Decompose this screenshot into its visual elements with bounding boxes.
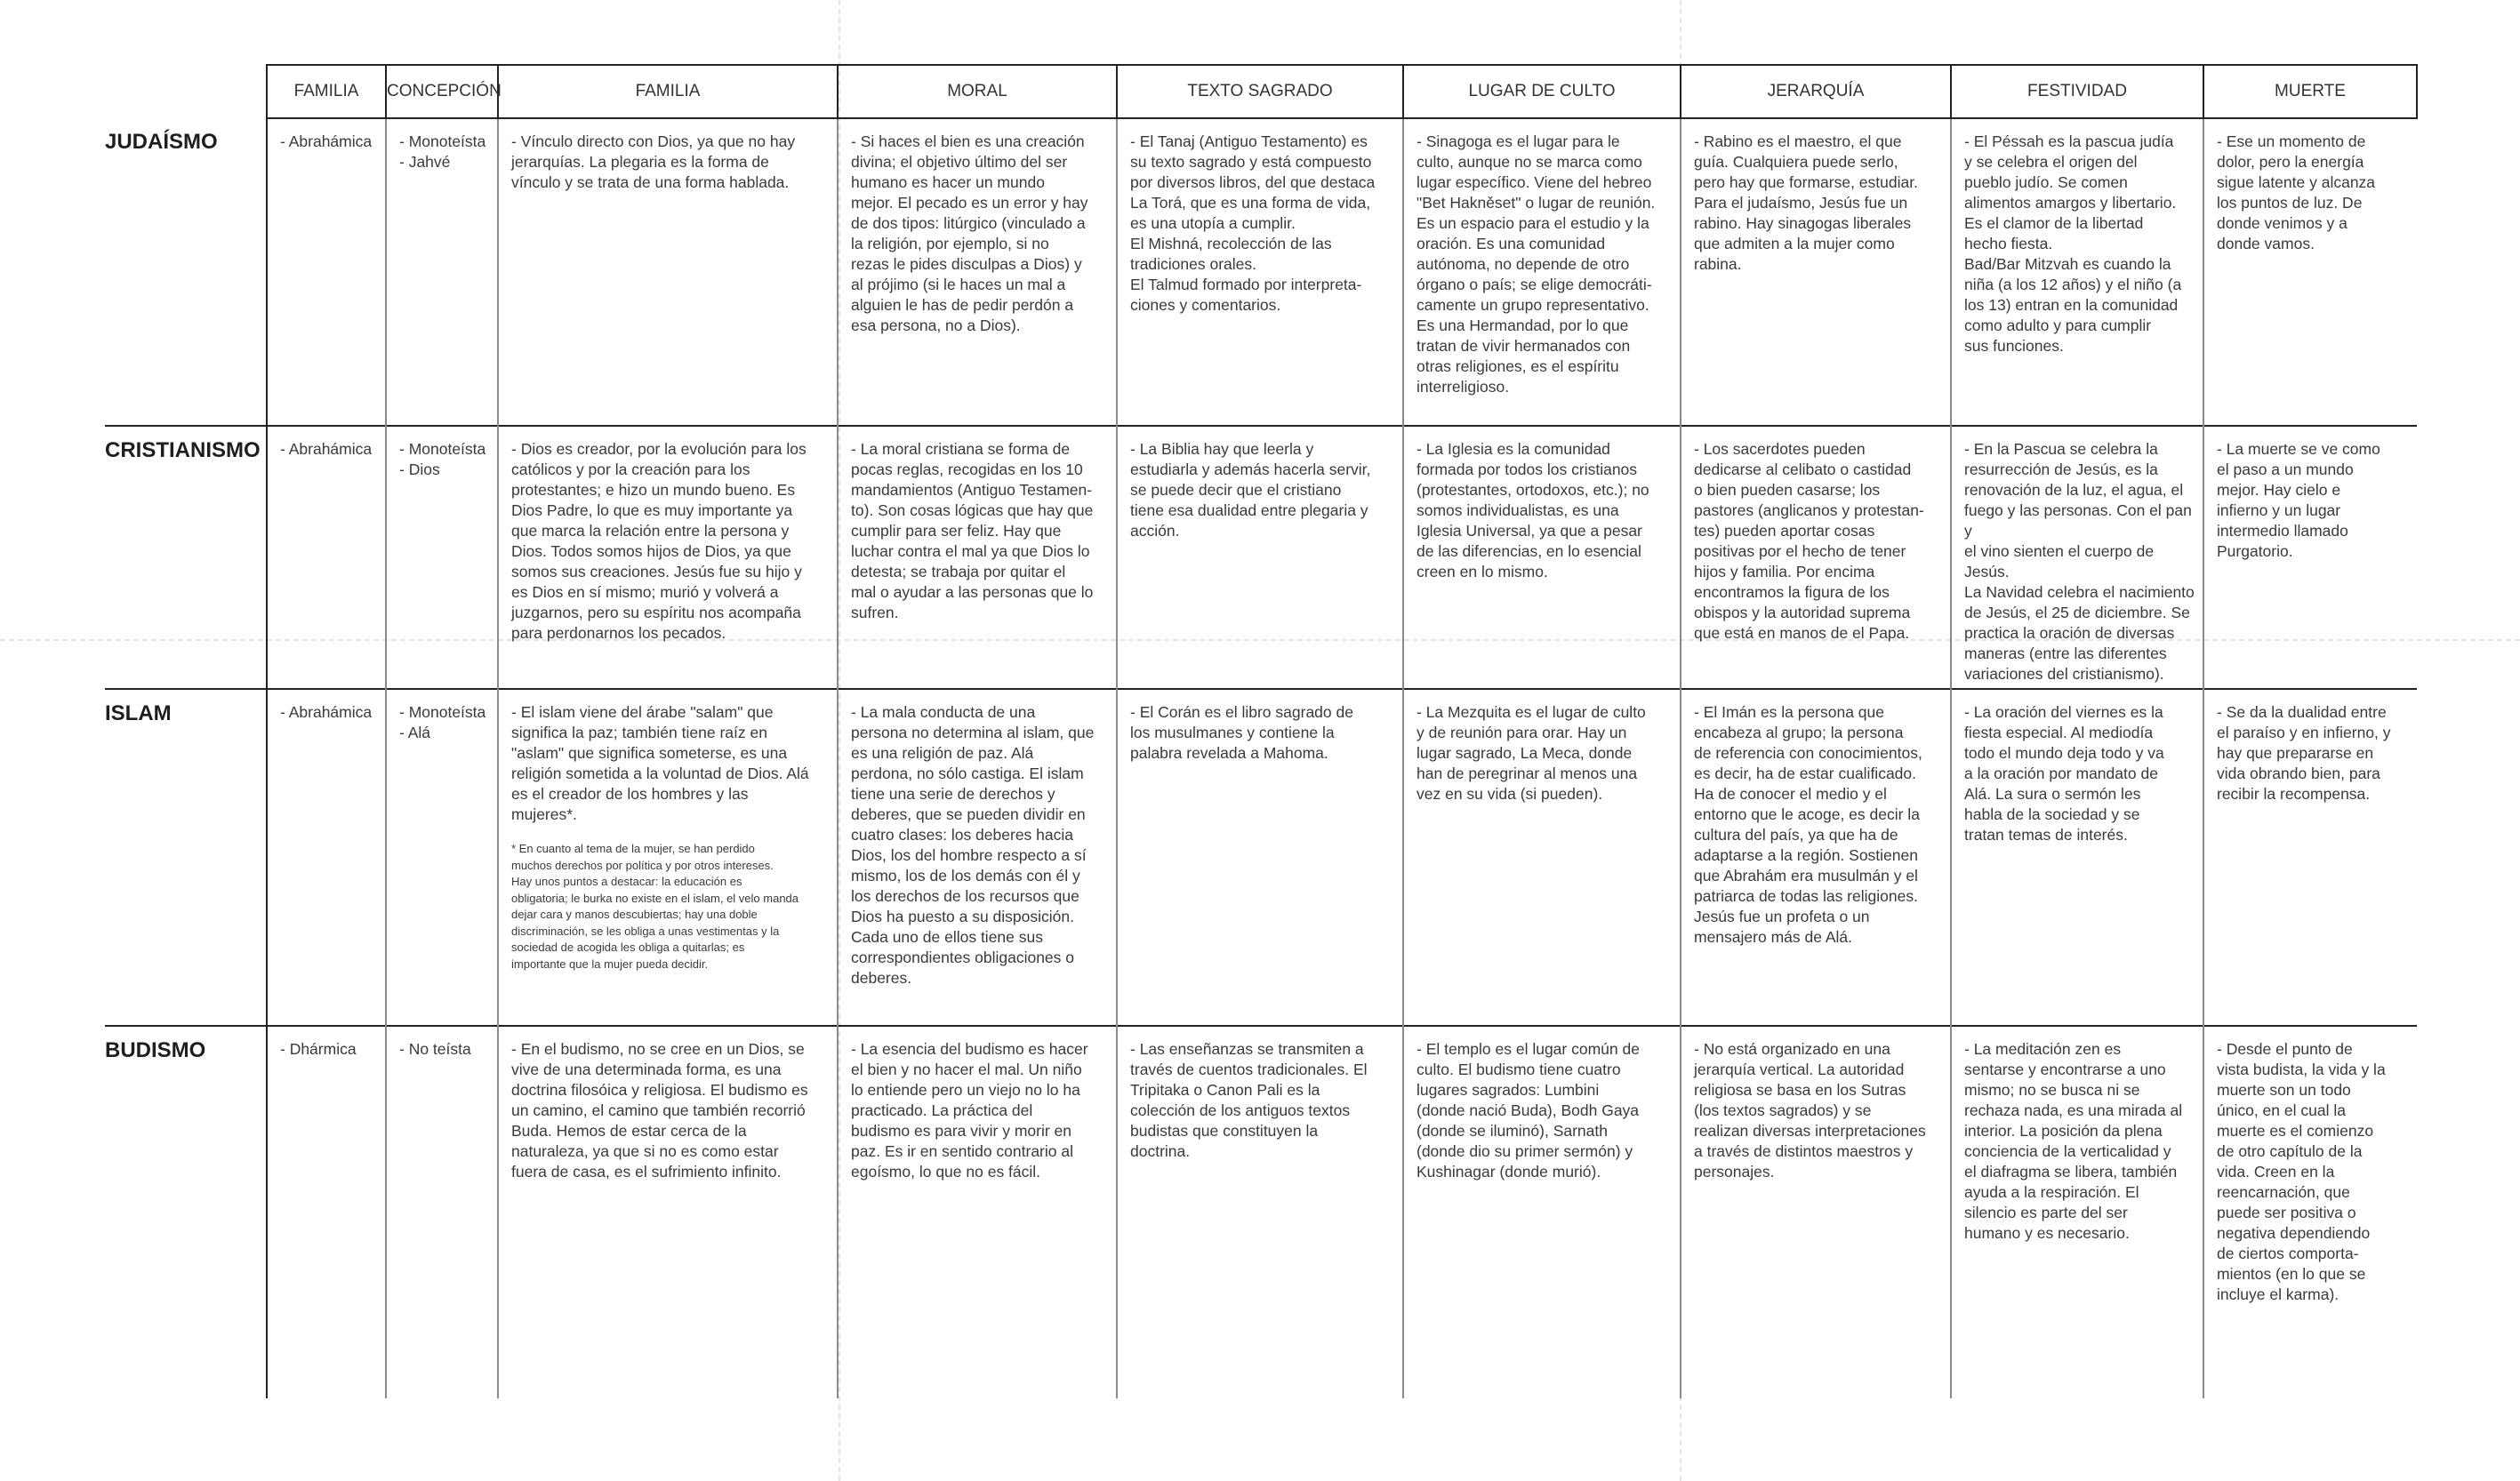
cell-festividad: - El Péssah es la pascua judía y se celebra el origen del pueblo judío. Se comen alimentos amargos y libertario. Es el clamor de la libertad hecho fiesta. Bad/Bar Mitzvah es cuando la niña (a los 12 años) y el niño (a los 13) entran en la comunidad como adulto y para cumplir sus funciones. bbox=[1951, 118, 2203, 426]
cell-moral: - La mala conducta de una persona no determina al islam, que es una religión de paz. Alá perdona, no sólo castiga. El islam tiene una serie de derechos y deberes, que se pueden dividir en cuatro clases: los deberes hacia Dios, los del hombre respecto a sí mismo, los de los demás con él y los derechos de los recursos que Dios ha puesto a su disposición. Cada uno de ellos tiene sus correspondientes obligaciones o deberes. bbox=[838, 689, 1117, 1026]
header-familia-description: FAMILIA bbox=[498, 65, 838, 118]
header-concepcion: CONCEPCIÓN bbox=[386, 65, 498, 118]
header-jerarquia: JERARQUÍA bbox=[1681, 65, 1951, 118]
table-row-islam bbox=[105, 689, 2417, 1026]
cell-moral: - La moral cristiana se forma de pocas reglas, recogidas en los 10 mandamientos (Antiguo Testamen- to). Son cosas lógicas que hay que cumplir para ser feliz. Hay que luchar contra el mal ya que Dios lo detesta; se trabaja por quitar el mal o ayudar a las personas que lo sufren. bbox=[838, 426, 1117, 689]
cell-lugar-de-culto: - La Iglesia es la comunidad formada por todos los cristianos (protestantes, ortodoxos, etc.); no somos individualistas, es una Iglesia Universal, ya que a pesar de las diferencias, en lo esencial creen en lo mismo. bbox=[1403, 426, 1681, 689]
cell-familia-description bbox=[498, 689, 838, 1026]
cell-jerarquia: - El Imán es la persona que encabeza al grupo; la persona de referencia con conocimientos, es decir, ha de estar cualificado. Ha de conocer el medio y el entorno que le acoge, es decir la cultura del país, ya que ha de adaptarse a la región. Sostienen que Abrahám era musulmán y el patriarca de todas las religiones. Jesús fue un profeta o un mensajero más de Alá. bbox=[1681, 689, 1951, 1026]
cell-texto-sagrado: - El Tanaj (Antiguo Testamento) es su texto sagrado y está compuesto por diversos libros, del que destaca La Torá, que es una forma de vida, es una utopía a cumplir. El Mishná, recolección de las tradiciones orales. El Talmud formado por interpreta- ciones y comentarios. bbox=[1117, 118, 1403, 426]
cell-lugar-de-culto: - El templo es el lugar común de culto. El budismo tiene cuatro lugares sagrados: Lumbini (donde nació Buda), Bodh Gaya (donde se iluminó), Sarnath (donde dio su primer sermón) y Kushinagar (donde murió). bbox=[1403, 1026, 1681, 1398]
header-row bbox=[105, 65, 2417, 118]
header-familia: FAMILIA bbox=[267, 65, 386, 118]
cell-festividad: - La meditación zen es sentarse y encontrarse a uno mismo; no se busca ni se rechaza nada, es una mirada al interior. La posición da plena conciencia de la verticalidad y el diafragma se libera, también ayuda a la respiración. El silencio es parte del ser humano y es necesario. bbox=[1951, 1026, 2203, 1398]
header-lugar-de-culto: LUGAR DE CULTO bbox=[1403, 65, 1681, 118]
cell-jerarquia: - Rabino es el maestro, el que guía. Cualquiera puede serlo, pero hay que formarse, estudiar. Para el judaísmo, Jesús fue un rabino. Hay sinagogas liberales que admiten a la mujer como rabina. bbox=[1681, 118, 1951, 426]
table-row-cristianismo bbox=[105, 426, 2417, 689]
cell-concepcion: - Monoteísta - Dios bbox=[386, 426, 498, 689]
religion-name: ISLAM bbox=[105, 689, 267, 1026]
cell-jerarquia: - No está organizado en una jerarquía vertical. La autoridad religiosa se basa en los Sutras (los textos sagrados) y se realizan diversas interpretaciones a través de distintos maestros y personajes. bbox=[1681, 1026, 1951, 1398]
header-moral: MORAL bbox=[838, 65, 1117, 118]
religion-name: BUDISMO bbox=[105, 1026, 267, 1398]
cell-muerte: - Desde el punto de vista budista, la vida y la muerte son un todo único, en el cual la muerte es el comienzo de otro capítulo de la vida. Creen en la reencarnación, que puede ser positiva o negativa dependiendo de ciertos comporta- mientos (en lo que se incluye el karma). bbox=[2203, 1026, 2417, 1398]
cell-muerte: - Se da la dualidad entre el paraíso y en infierno, y hay que prepararse en vida obrando bien, para recibir la recompensa. bbox=[2203, 689, 2417, 1026]
cell-texto-sagrado: - Las enseñanzas se transmiten a través de cuentos tradicionales. El Tripitaka o Canon Pali es la colección de los antiguos textos budistas que constituyen la doctrina. bbox=[1117, 1026, 1403, 1398]
header-texto-sagrado: TEXTO SAGRADO bbox=[1117, 65, 1403, 118]
cell-familia: - Dhármica bbox=[267, 1026, 386, 1398]
cell-muerte: - La muerte se ve como el paso a un mundo mejor. Hay cielo e infierno y un lugar intermedio llamado Purgatorio. bbox=[2203, 426, 2417, 689]
cell-texto-sagrado: - La Biblia hay que leerla y estudiarla y además hacerla servir, se puede decir que el cristiano tiene esa dualidad entre plegaria y acción. bbox=[1117, 426, 1403, 689]
religion-name: CRISTIANISMO bbox=[105, 426, 267, 689]
cell-festividad: - En la Pascua se celebra la resurrección de Jesús, es la renovación de la luz, el agua, el fuego y las personas. Con el pan y el vino sienten el cuerpo de Jesús. La Navidad celebra el nacimiento de Jesús, el 25 de diciembre. Se practica la oración de diversas maneras (entre las diferentes variaciones del cristianismo). bbox=[1951, 426, 2203, 689]
cell-familia: - Abrahámica bbox=[267, 118, 386, 426]
header-blank-cell bbox=[105, 65, 267, 118]
cell-festividad: - La oración del viernes es la fiesta especial. Al mediodía todo el mundo deja todo y va a la oración por mandato de Alá. La sura o sermón les habla de la sociedad y se tratan temas de interés. bbox=[1951, 689, 2203, 1026]
cell-moral: - La esencia del budismo es hacer el bien y no hacer el mal. Un niño lo entiende pero un viejo no lo ha practicado. La práctica del budismo es para vivir y morir en paz. Es ir en sentido contrario al egoísmo, lo que no es fácil. bbox=[838, 1026, 1117, 1398]
cell-moral: - Si haces el bien es una creación divina; el objetivo último del ser humano es hacer un mundo mejor. El pecado es un error y hay de dos tipos: litúrgico (vinculado a la religión, por ejemplo, si no rezas le pides disculpas a Dios) y al prójimo (si le haces un mal a alguien le has de pedir perdón a esa persona, no a Dios). bbox=[838, 118, 1117, 426]
cell-concepcion: - Monoteísta - Jahvé bbox=[386, 118, 498, 426]
religion-name: JUDAÍSMO bbox=[105, 130, 218, 154]
cell-concepcion: - Monoteísta - Alá bbox=[386, 689, 498, 1026]
cell-concepcion: - No teísta bbox=[386, 1026, 498, 1398]
header-muerte: MUERTE bbox=[2203, 65, 2417, 118]
table-row-budismo bbox=[105, 1026, 2417, 1398]
footnote: * En cuanto al tema de la mujer, se han perdido muchos derechos por política y por otros intereses. Hay unos puntos a destacar: la educación es obligatoria; le burka no existe en el islam, el velo manda dejar cara y manos descubiertas; hay una doble discriminación, se les obliga a unas vestimentas y la sociedad de acogida les obliga a quitarlas; es importante que la mujer pueda decidir. bbox=[511, 842, 799, 971]
cell-familia-description: - Vínculo directo con Dios, ya que no hay jerarquías. La plegaria es la forma de vínculo y se trata de una forma hablada. bbox=[498, 118, 838, 426]
cell-jerarquia: - Los sacerdotes pueden dedicarse al celibato o castidad o bien pueden casarse; los pastores (anglicanos y protestan- tes) pueden aportar cosas positivas por el hecho de tener hijos y familia. Por encima encontramos la figura de los obispos y la autoridad suprema que está en manos de el Papa. bbox=[1681, 426, 1951, 689]
cell-familia-description: - En el budismo, no se cree en un Dios, se vive de una determinada forma, es una doctrina filosóica y religiosa. El budismo es un camino, el camino que también recorrió Buda. Hemos de estar cerca de la naturaleza, ya que si no es como estar fuera de casa, es el sufrimiento infinito. bbox=[498, 1026, 838, 1398]
familia-description-text: - El islam viene del árabe "salam" que significa la paz; también tiene raíz en "aslam" que significa someterse, es una religión sometida a la voluntad de Dios. Alá es el creador de los hombres y las mujeres*. bbox=[511, 703, 809, 823]
cell-lugar-de-culto: - Sinagoga es el lugar para le culto, aunque no se marca como lugar específico. Viene del hebreo "Bet Hakněset" o lugar de reunión. Es un espacio para el estudio y la oración. Es una comunidad autónoma, no depende de otro órgano o país; se elige democráti- camente un grupo representativo. Es una Hermandad, por lo que tratan de vivir hermanados con otras religiones, es el espíritu interreligioso. bbox=[1403, 118, 1681, 426]
cell-muerte: - Ese un momento de dolor, pero la energía sigue latente y alcanza los puntos de luz. De donde venimos y a donde vamos. bbox=[2203, 118, 2417, 426]
religions-comparison-table bbox=[105, 64, 2418, 1398]
cell-familia-description: - Dios es creador, por la evolución para los católicos y por la creación para los protestantes; e hizo un mundo bueno. Es Dios Padre, lo que es muy importante ya que marca la relación entre la persona y Dios. Todos somos hijos de Dios, ya que somos sus creaciones. Jesús fue su hijo y es Dios en sí mismo; murió y volverá a juzgarnos, pero su espíritu nos acompaña para perdonarnos los pecados. bbox=[498, 426, 838, 689]
cell-familia: - Abrahámica bbox=[267, 689, 386, 1026]
cell-lugar-de-culto: - La Mezquita es el lugar de culto y de reunión para orar. Hay un lugar sagrado, La Meca, donde han de peregrinar al menos una vez en su vida (si pueden). bbox=[1403, 689, 1681, 1026]
header-festividad: FESTIVIDAD bbox=[1951, 65, 2203, 118]
table-row-judaismo bbox=[105, 118, 2417, 426]
cell-texto-sagrado: - El Corán es el libro sagrado de los musulmanes y contiene la palabra revelada a Mahoma. bbox=[1117, 689, 1403, 1026]
cell-familia: - Abrahámica bbox=[267, 426, 386, 689]
